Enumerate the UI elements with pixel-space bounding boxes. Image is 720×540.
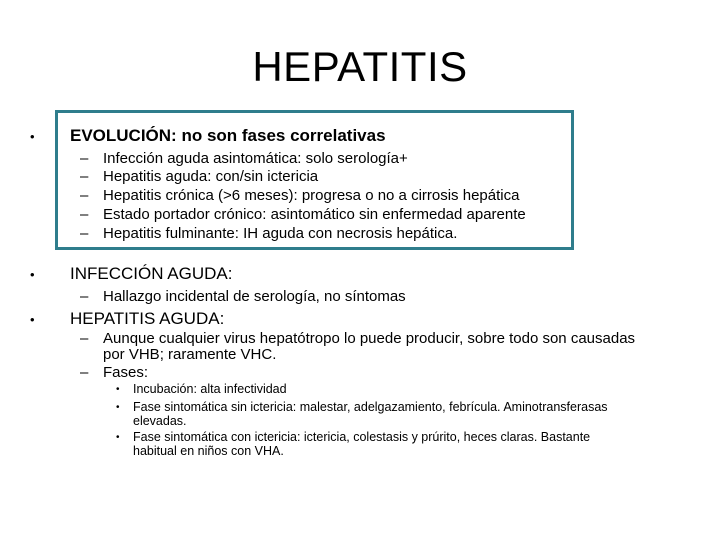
- bullet-marker: •: [30, 267, 35, 282]
- dash-marker: –: [80, 150, 89, 167]
- fase-item-continuation: habitual en niños con VHA.: [133, 444, 284, 458]
- evolucion-item: Hepatitis crónica (>6 meses): progresa o no a cirrosis hepática: [103, 187, 520, 204]
- dash-marker: –: [80, 187, 89, 204]
- evolucion-item: Hepatitis fulminante: IH aguda con necrosis hepática.: [103, 225, 458, 242]
- fase-item-continuation: elevadas.: [133, 414, 187, 428]
- slide-title: HEPATITIS: [252, 43, 468, 90]
- hepatitis-aguda-item-continuation: por VHB; raramente VHC.: [103, 346, 277, 363]
- dash-marker: –: [80, 206, 89, 223]
- evolucion-item: Infección aguda asintomática: solo serología+: [103, 150, 408, 167]
- sub-bullet-marker: •: [116, 432, 120, 443]
- fase-item: Incubación: alta infectividad: [133, 382, 287, 396]
- section-heading-hepatitis-aguda: HEPATITIS AGUDA:: [70, 309, 225, 328]
- sub-bullet-marker: •: [116, 402, 120, 413]
- hepatitis-aguda-item-fases: Fases:: [103, 364, 149, 381]
- dash-marker: –: [80, 225, 89, 242]
- section-heading-evolucion: EVOLUCIÓN: no son fases correlativas: [70, 126, 386, 145]
- dash-marker: –: [80, 288, 89, 305]
- dash-marker: –: [80, 330, 89, 347]
- infeccion-item: Hallazgo incidental de serología, no síntomas: [103, 288, 406, 305]
- bullet-marker: •: [30, 312, 35, 327]
- fase-item: Fase sintomática con ictericia: ictericia, colestasis y prúrito, heces claras. Bastante: [133, 430, 591, 444]
- sub-bullet-marker: •: [116, 384, 120, 395]
- section-heading-infeccion: INFECCIÓN AGUDA:: [70, 264, 233, 283]
- evolucion-item: Hepatitis aguda: con/sin ictericia: [103, 168, 319, 185]
- hepatitis-aguda-item: Aunque cualquier virus hepatótropo lo puede producir, sobre todo son causadas: [103, 330, 636, 347]
- dash-marker: –: [80, 168, 89, 185]
- dash-marker: –: [80, 364, 89, 381]
- fase-item: Fase sintomática sin ictericia: malestar, adelgazamiento, febrícula. Aminotransferasas: [133, 400, 608, 414]
- bullet-marker: •: [30, 129, 35, 144]
- evolucion-item: Estado portador crónico: asintomático sin enfermedad aparente: [103, 206, 526, 223]
